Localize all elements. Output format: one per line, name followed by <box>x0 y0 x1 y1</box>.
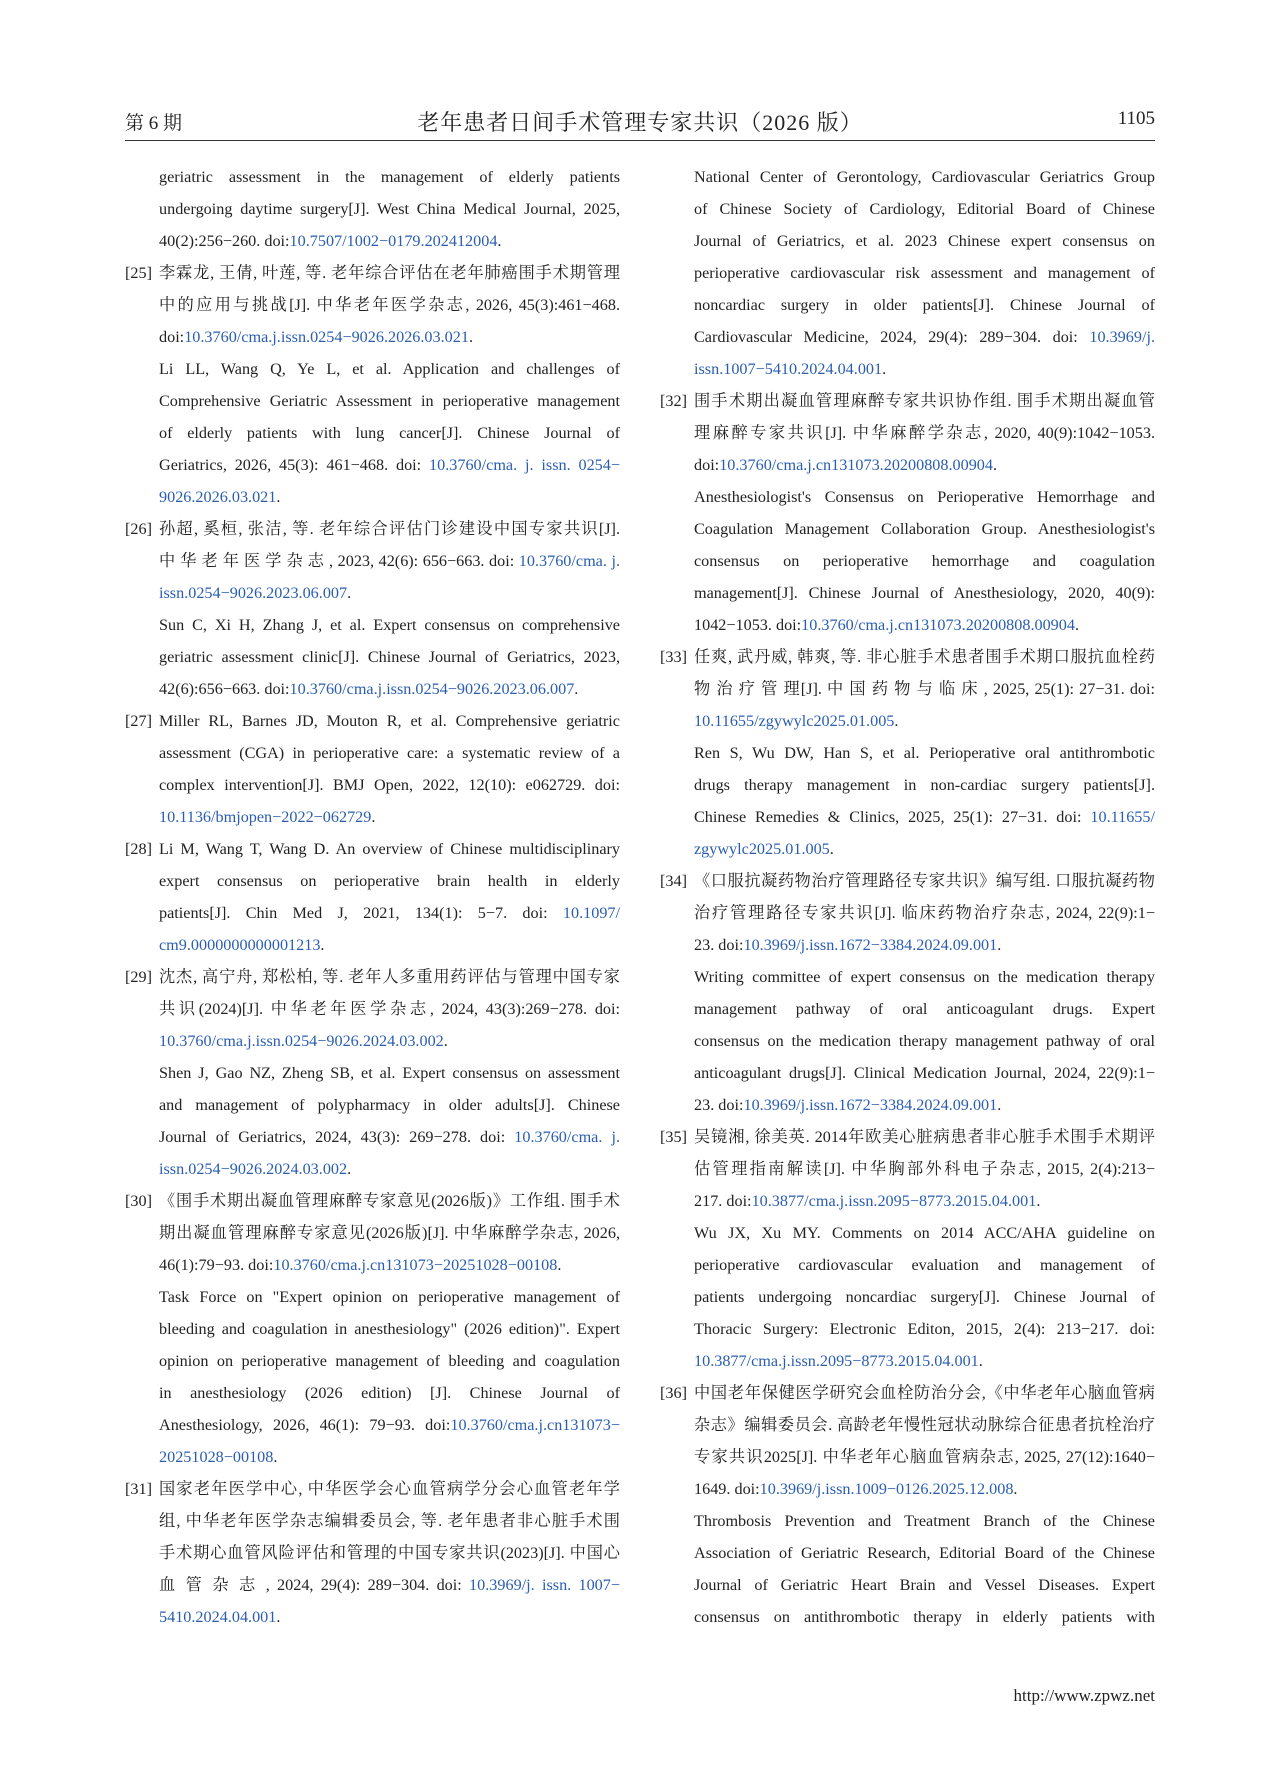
reference-text: Wu JX, Xu MY. Comments on 2014 ACC/AHA guideline on <box>694 1224 1155 1242</box>
doi-link[interactable]: 10.3969/j. <box>1089 328 1155 346</box>
reference-line <box>660 481 1155 513</box>
reference-text: Chinese Remedies & Clinics, 2025, 25(1): 27−31. doi: <box>694 808 1091 826</box>
reference-number: [32] <box>660 392 687 410</box>
footer-url[interactable]: http://www.zpwz.net <box>1013 1686 1155 1705</box>
reference-text: 23. doi: <box>694 1096 744 1114</box>
reference-text: 任爽, 武丹威, 韩爽, 等. 非心脏手术患者围手术期口服抗血栓药 <box>694 648 1155 666</box>
doi-link[interactable]: 10.3760/cma.j.cn131073−20251028−00108 <box>273 1256 558 1274</box>
doi-link[interactable]: cm9.0000000000001213 <box>159 936 321 954</box>
reference-line <box>660 769 1155 801</box>
reference-text: 46(1):79−93. doi: <box>159 1256 274 1274</box>
doi-link[interactable]: 9026.2026.03.021 <box>159 488 277 506</box>
reference-line <box>125 545 620 577</box>
reference-line <box>660 289 1155 321</box>
reference-text: undergoing daytime surgery[J]. West China Medical Journal, 2025, <box>159 200 620 218</box>
reference-line-numbered <box>125 833 620 865</box>
reference-text: consensus on perioperative hemorrhage and coagulation <box>694 552 1155 570</box>
doi-link[interactable]: 10.1097/ <box>562 904 620 922</box>
reference-line <box>660 1217 1155 1249</box>
reference-line <box>660 545 1155 577</box>
reference-line <box>660 801 1155 833</box>
reference-line <box>125 1313 620 1345</box>
reference-text: patients undergoing noncardiac surgery[J]. Chinese Journal of <box>694 1288 1155 1306</box>
reference-text: . <box>443 1032 448 1050</box>
reference-line <box>660 513 1155 545</box>
reference-line <box>125 641 620 673</box>
reference-line-numbered <box>125 513 620 545</box>
reference-text: of Chinese Society of Cardiology, Editorial Board of Chinese <box>694 200 1155 218</box>
reference-line <box>660 1057 1155 1089</box>
reference-line <box>125 353 620 385</box>
reference-text: drugs therapy management in non-cardiac surgery patients[J]. <box>694 776 1155 794</box>
reference-number: [33] <box>660 648 687 666</box>
reference-line <box>125 993 620 1025</box>
reference-line <box>660 161 1155 193</box>
reference-line <box>660 1025 1155 1057</box>
reference-line <box>125 289 620 321</box>
doi-link[interactable]: 10.7507/1002−0179.202412004 <box>289 232 498 250</box>
reference-text: 国家老年医学中心, 中华医学会心血管病学分会心血管老年学 <box>159 1480 620 1498</box>
reference-text: perioperative cardiovascular risk assessment and management of <box>694 264 1155 282</box>
left-column-references <box>125 161 620 1633</box>
reference-text: . <box>557 1256 562 1274</box>
reference-line <box>660 1537 1155 1569</box>
reference-text: and management of polypharmacy in older adults[J]. Chinese <box>159 1096 620 1114</box>
reference-text: 血 管 杂 志 , 2024, 29(4): 289−304. doi: <box>159 1576 470 1594</box>
reference-text: 40(2):256−260. doi: <box>159 232 290 250</box>
reference-line <box>125 1345 620 1377</box>
reference-text: 估管理指南解读[J]. 中华胸部外科电子杂志, 2015, 2(4):213− <box>694 1160 1155 1178</box>
reference-text: . <box>1036 1192 1041 1210</box>
reference-line <box>660 609 1155 641</box>
reference-line <box>660 1473 1155 1505</box>
reference-line <box>660 449 1155 481</box>
reference-text: doi: <box>159 328 185 346</box>
reference-text: Sun C, Xi H, Zhang J, et al. Expert consensus on comprehensive <box>159 616 620 634</box>
reference-number: [35] <box>660 1128 687 1146</box>
reference-line <box>125 1025 620 1057</box>
doi-link[interactable]: 10.3969/j.issn.1672−3384.2024.09.001 <box>743 1096 998 1114</box>
reference-text: 217. doi: <box>694 1192 752 1210</box>
reference-text: Task Force on "Expert opinion on perioperative management of <box>159 1288 620 1306</box>
reference-text: 中国老年保健医学研究会血栓防治分会,《中华老年心脑血管病 <box>694 1384 1155 1402</box>
doi-link[interactable]: 10.3877/cma.j.issn.2095−8773.2015.04.001 <box>751 1192 1037 1210</box>
reference-line <box>660 673 1155 705</box>
reference-line <box>125 481 620 513</box>
reference-text: 治疗管理路径专家共识[J]. 临床药物治疗杂志, 2024, 22(9):1− <box>694 904 1155 922</box>
reference-line-numbered <box>660 641 1155 673</box>
reference-text: consensus on the medication therapy management pathway of oral <box>694 1032 1155 1050</box>
page-number: 1105 <box>1117 108 1155 129</box>
reference-text: Thrombosis Prevention and Treatment Branch of the Chinese <box>694 1512 1155 1530</box>
reference-text: . <box>497 232 502 250</box>
reference-line <box>125 1281 620 1313</box>
reference-line <box>125 673 620 705</box>
reference-line <box>125 897 620 929</box>
reference-line-numbered <box>660 865 1155 897</box>
reference-text: . <box>1013 1480 1018 1498</box>
reference-text: . <box>978 1352 983 1370</box>
reference-text: of elderly patients with lung cancer[J]. Chinese Journal of <box>159 424 620 442</box>
reference-text: 42(6):656−663. doi: <box>159 680 290 698</box>
doi-link[interactable]: issn.0254−9026.2024.03.002 <box>159 1160 348 1178</box>
reference-number: [36] <box>660 1384 687 1402</box>
reference-line <box>125 1249 620 1281</box>
reference-line <box>660 1281 1155 1313</box>
reference-number: [29] <box>125 968 152 986</box>
reference-number: [34] <box>660 872 687 890</box>
reference-line-numbered <box>660 385 1155 417</box>
reference-line <box>125 1569 620 1601</box>
reference-number: [28] <box>125 840 152 858</box>
reference-line-numbered <box>125 1473 620 1505</box>
reference-text: . <box>997 936 1002 954</box>
reference-text: . <box>347 584 352 602</box>
reference-line <box>125 193 620 225</box>
reference-text: Anesthesiologist's Consensus on Perioperative Hemorrhage and <box>694 488 1155 506</box>
reference-line-numbered <box>660 1377 1155 1409</box>
reference-line <box>125 1537 620 1569</box>
reference-text: 孙超, 奚桓, 张洁, 等. 老年综合评估门诊建设中国专家共识[J]. <box>159 520 620 538</box>
reference-line <box>660 1345 1155 1377</box>
reference-line <box>660 737 1155 769</box>
doi-link[interactable]: issn.1007−5410.2024.04.001 <box>694 360 883 378</box>
reference-line-numbered <box>125 257 620 289</box>
reference-text: management[J]. Chinese Journal of Anesthesiology, 2020, 40(9): <box>694 584 1155 602</box>
doi-link[interactable]: zgywylc2025.01.005 <box>694 840 830 858</box>
reference-line <box>125 1505 620 1537</box>
reference-text: 《围手术期出凝血管理麻醉专家意见(2026版)》工作组. 围手术 <box>159 1192 620 1210</box>
reference-text: . <box>1074 616 1080 634</box>
doi-link[interactable]: 10.3760/cma.j.cn131073.20200808.00904 <box>801 616 1075 634</box>
reference-text: in anesthesiology (2026 edition) [J]. Chinese Journal of <box>159 1384 620 1402</box>
reference-text: Cardiovascular Medicine, 2024, 29(4): 289−304. doi: <box>694 328 1090 346</box>
reference-number: [27] <box>125 712 152 730</box>
doi-link[interactable]: 10.3760/cma. j. <box>514 1128 620 1146</box>
reference-line <box>660 225 1155 257</box>
doi-link[interactable]: 10.3760/cma.j.issn.0254−9026.2023.06.007 <box>289 680 575 698</box>
reference-line <box>125 1217 620 1249</box>
reference-line-numbered <box>125 1185 620 1217</box>
reference-line <box>660 1089 1155 1121</box>
reference-line <box>125 737 620 769</box>
reference-text: Writing committee of expert consensus on the medication therapy <box>694 968 1155 986</box>
reference-text: Ren S, Wu DW, Han S, et al. Perioperative oral antithrombotic <box>694 744 1155 762</box>
reference-text: assessment (CGA) in perioperative care: a systematic review of a <box>159 744 620 762</box>
reference-text: . <box>574 680 579 698</box>
reference-line <box>125 449 620 481</box>
reference-text: . <box>993 456 998 474</box>
reference-text: 1649. doi: <box>694 1480 760 1498</box>
reference-text: 组, 中华老年医学杂志编辑委员会, 等. 老年患者非心脏手术围 <box>159 1512 620 1530</box>
reference-line <box>125 225 620 257</box>
reference-line <box>125 1089 620 1121</box>
reference-text: geriatric assessment in the management of elderly patients <box>159 168 620 186</box>
reference-text: Comprehensive Geriatric Assessment in perioperative management <box>159 392 620 410</box>
reference-text: . <box>273 1448 278 1466</box>
reference-text: . <box>276 488 281 506</box>
reference-text: Li M, Wang T, Wang D. An overview of Chinese multidisciplinary <box>159 840 620 858</box>
reference-text: opinion on perioperative management of bleeding and coagulation <box>159 1352 620 1370</box>
reference-line <box>660 897 1155 929</box>
doi-link[interactable]: 10.1136/bmjopen−2022−062729 <box>159 808 372 826</box>
reference-text: Journal of Geriatrics, 2024, 43(3): 269−278. doi: <box>159 1128 515 1146</box>
reference-text: Geriatrics, 2026, 45(3): 461−468. doi: <box>159 456 430 474</box>
reference-line <box>660 353 1155 385</box>
reference-text: 中的应用与挑战[J]. 中华老年医学杂志, 2026, 45(3):461−468. <box>159 296 620 314</box>
reference-line <box>660 1441 1155 1473</box>
doi-link[interactable]: 10.3760/cma. j. issn. 0254− <box>429 456 620 474</box>
reference-text: consensus on antithrombotic therapy in elderly patients with <box>694 1608 1155 1626</box>
reference-line-numbered <box>125 961 620 993</box>
reference-text: . <box>894 712 899 730</box>
journal-article-title: 老年患者日间手术管理专家共识（2026 版） <box>417 110 863 135</box>
reference-line <box>125 929 620 961</box>
reference-text: 手术期心血管风险评估和管理的中国专家共识(2023)[J]. 中国心 <box>159 1544 620 1562</box>
reference-line <box>125 801 620 833</box>
reference-text: Journal of Geriatric Heart Brain and Vessel Diseases. Expert <box>694 1576 1155 1594</box>
reference-line <box>660 1409 1155 1441</box>
reference-text: management pathway of oral anticoagulant drugs. Expert <box>694 1000 1155 1018</box>
reference-number: [31] <box>125 1480 152 1498</box>
reference-text: 李霖龙, 王倩, 叶莲, 等. 老年综合评估在老年肺癌围手术期管理 <box>159 264 620 282</box>
reference-text: bleeding and coagulation in anesthesiology" (2026 edition)". Expert <box>159 1320 620 1338</box>
reference-line <box>125 865 620 897</box>
reference-line <box>125 321 620 353</box>
reference-text: Miller RL, Barnes JD, Mouton R, et al. Comprehensive geriatric <box>159 712 620 730</box>
reference-text: . <box>829 840 834 858</box>
reference-line <box>125 1153 620 1185</box>
reference-line <box>660 1153 1155 1185</box>
reference-line <box>660 929 1155 961</box>
reference-line <box>125 609 620 641</box>
reference-line <box>660 705 1155 737</box>
doi-link[interactable]: 10.3760/cma.j.issn.0254−9026.2026.03.021 <box>184 328 469 346</box>
reference-line <box>125 417 620 449</box>
reference-line <box>125 577 620 609</box>
reference-text: 物 治 疗 管 理[J]. 中 国 药 物 与 临 床 , 2025, 25(1): 27−31. doi: <box>694 680 1155 698</box>
reference-text: 沈杰, 高宁舟, 郑松柏, 等. 老年人多重用药评估与管理中国专家 <box>159 968 620 986</box>
reference-line <box>660 257 1155 289</box>
reference-line <box>125 385 620 417</box>
reference-text: Journal of Geriatrics, et al. 2023 Chinese expert consensus on <box>694 232 1155 250</box>
reference-number: [26] <box>125 520 152 538</box>
reference-line <box>660 577 1155 609</box>
reference-text: . <box>882 360 887 378</box>
reference-text: . <box>320 936 325 954</box>
doi-link[interactable]: 10.3969/j.issn.1672−3384.2024.09.001 <box>743 936 998 954</box>
reference-text: complex intervention[J]. BMJ Open, 2022, 12(10): e062729. doi: <box>159 776 620 794</box>
reference-text: 《口服抗凝药物治疗管理路径专家共识》编写组. 口服抗凝药物 <box>694 872 1155 890</box>
reference-text: 共识(2024)[J]. 中华老年医学杂志, 2024, 43(3):269−278. doi: <box>159 1000 620 1018</box>
doi-link[interactable]: 10.11655/zgywylc2025.01.005 <box>694 712 895 730</box>
reference-line <box>660 961 1155 993</box>
doi-link[interactable]: 10.3760/cma.j.issn.0254−9026.2024.03.002 <box>159 1032 444 1050</box>
reference-text: 理麻醉专家共识[J]. 中华麻醉学杂志, 2020, 40(9):1042−1053. <box>694 424 1155 442</box>
reference-text: noncardiac surgery in older patients[J]. Chinese Journal of <box>694 296 1155 314</box>
reference-line <box>125 1121 620 1153</box>
reference-line <box>660 1249 1155 1281</box>
reference-line <box>125 1377 620 1409</box>
reference-line <box>660 833 1155 865</box>
reference-text: 吴镜湘, 徐美英. 2014年欧美心脏病患者非心脏手术围手术期评 <box>694 1128 1155 1146</box>
doi-link[interactable]: 10.3760/cma.j.cn131073− <box>450 1416 620 1434</box>
reference-text: Anesthesiology, 2026, 46(1): 79−93. doi: <box>159 1416 451 1434</box>
reference-text: Association of Geriatric Research, Editorial Board of the Chinese <box>694 1544 1155 1562</box>
right-column-references <box>660 161 1155 1633</box>
reference-text: . <box>997 1096 1002 1114</box>
reference-text: anticoagulant drugs[J]. Clinical Medication Journal, 2024, 22(9):1− <box>694 1064 1155 1082</box>
reference-text: National Center of Gerontology, Cardiovascular Geriatrics Group <box>694 168 1155 186</box>
reference-line <box>660 1569 1155 1601</box>
reference-text: . <box>347 1160 352 1178</box>
reference-text: Coagulation Management Collaboration Group. Anesthesiologist's <box>694 520 1155 538</box>
running-header <box>125 108 1155 141</box>
doi-link[interactable]: 10.3969/j. issn. 1007− <box>469 1576 620 1594</box>
reference-line <box>125 769 620 801</box>
reference-text: 专家共识2025[J]. 中华老年心脑血管病杂志, 2025, 27(12):1640− <box>694 1448 1155 1466</box>
reference-text: 围手术期出凝血管理麻醉专家共识协作组. 围手术期出凝血管 <box>694 392 1155 410</box>
reference-text: geriatric assessment clinic[J]. Chinese Journal of Geriatrics, 2023, <box>159 648 620 666</box>
reference-line <box>660 1185 1155 1217</box>
doi-link[interactable]: issn.0254−9026.2023.06.007 <box>159 584 348 602</box>
reference-text: perioperative cardiovascular evaluation and management of <box>694 1256 1155 1274</box>
reference-line <box>125 1409 620 1441</box>
issue-number: 第 6 期 <box>125 113 183 134</box>
doi-link[interactable]: 20251028−00108 <box>159 1448 274 1466</box>
reference-text: Li LL, Wang Q, Ye L, et al. Application and challenges of <box>159 360 620 378</box>
reference-text: doi: <box>694 456 720 474</box>
reference-number: [25] <box>125 264 152 282</box>
reference-text: . <box>276 1608 281 1626</box>
doi-link[interactable]: 10.3969/j.issn.1009−0126.2025.12.008 <box>759 1480 1014 1498</box>
doi-link[interactable]: 10.3877/cma.j.issn.2095−8773.2015.04.001 <box>694 1352 979 1370</box>
reference-text: expert consensus on perioperative brain health in elderly <box>159 872 620 890</box>
reference-text: 中 华 老 年 医 学 杂 志 , 2023, 42(6): 656−663. doi: <box>159 552 519 570</box>
reference-line <box>125 1057 620 1089</box>
reference-text: patients[J]. Chin Med J, 2021, 134(1): 5−7. doi: <box>159 904 563 922</box>
doi-link[interactable]: 5410.2024.04.001 <box>159 1608 277 1626</box>
reference-line-numbered <box>660 1121 1155 1153</box>
reference-text: 杂志》编辑委员会. 高龄老年慢性冠状动脉综合征患者抗栓治疗 <box>694 1416 1155 1434</box>
reference-line <box>660 193 1155 225</box>
reference-text: 期出凝血管理麻醉专家意见(2026版)[J]. 中华麻醉学杂志, 2026, <box>159 1224 620 1242</box>
reference-text: 23. doi: <box>694 936 744 954</box>
reference-line <box>660 321 1155 353</box>
reference-line-numbered <box>125 705 620 737</box>
reference-line <box>660 993 1155 1025</box>
reference-line <box>660 417 1155 449</box>
doi-link[interactable]: 10.3760/cma.j.cn131073.20200808.00904 <box>719 456 993 474</box>
reference-line <box>125 1441 620 1473</box>
reference-number: [30] <box>125 1192 152 1210</box>
reference-text: Thoracic Surgery: Electronic Editon, 2015, 2(4): 213−217. doi: <box>694 1320 1155 1338</box>
reference-line <box>660 1601 1155 1633</box>
reference-text: 1042−1053. doi: <box>694 616 802 634</box>
doi-link[interactable]: 10.11655/ <box>1090 808 1155 826</box>
doi-link[interactable]: 10.3760/cma. j. <box>518 552 620 570</box>
reference-text: . <box>371 808 376 826</box>
reference-text: . <box>468 328 473 346</box>
reference-line <box>125 161 620 193</box>
reference-line <box>125 1601 620 1633</box>
reference-line <box>660 1313 1155 1345</box>
reference-text: Shen J, Gao NZ, Zheng SB, et al. Expert consensus on assessment <box>159 1064 620 1082</box>
reference-line <box>660 1505 1155 1537</box>
